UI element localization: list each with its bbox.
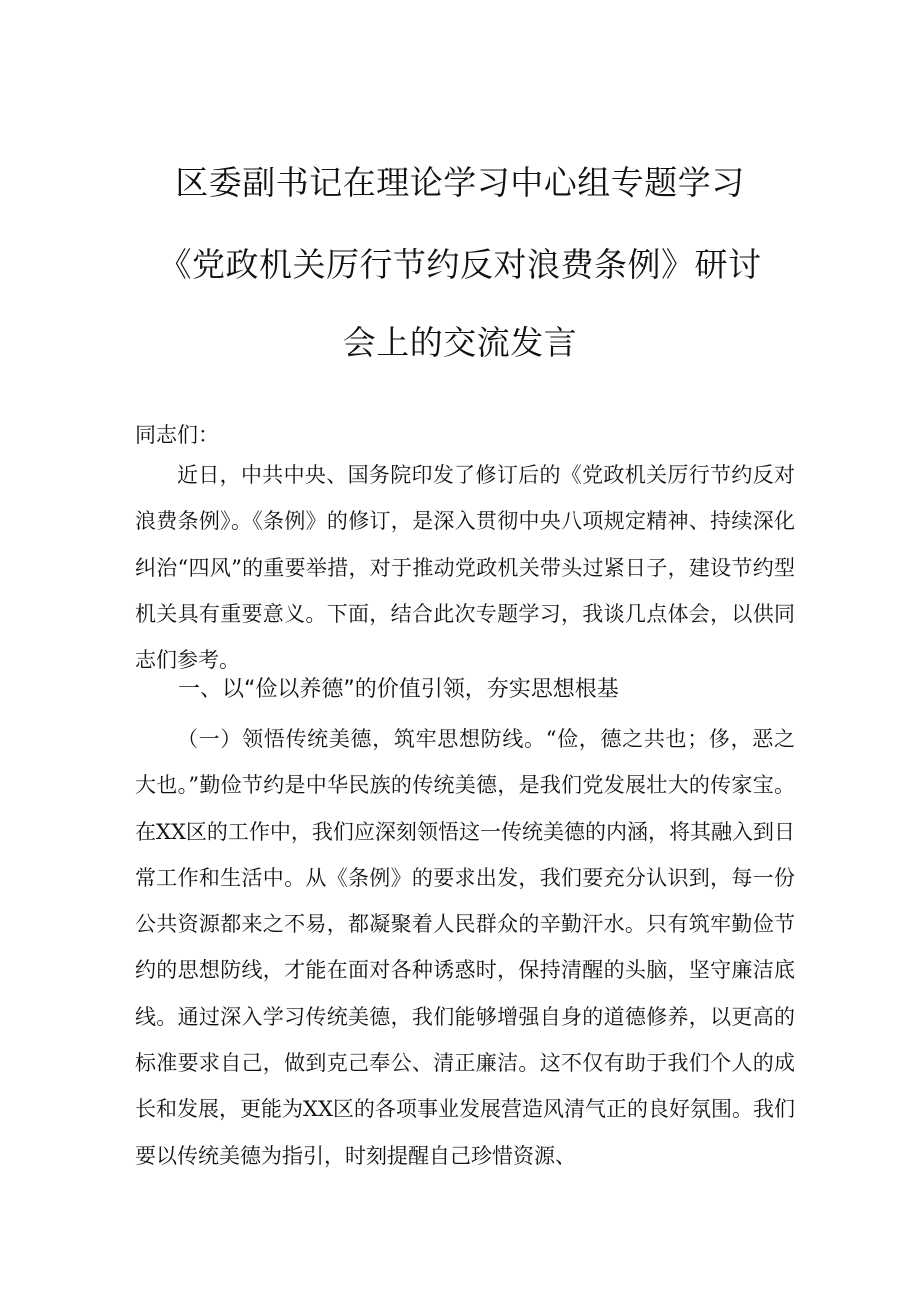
subsection-paragraph: （一）领悟传统美德，筑牢思想防线。“俭，德之共也；侈，恶之大也。”勤俭节约是中华民族的传统美德，是我们党发展壮大的传家宝。在XX区的工作中，我们应深刻领悟这一传统美德的内涵，将其融入到日常工作和生活中。从《条例》的要求出发，我们要充分认识到，每一份公共资源都来之不易，都凝聚着人民群众的辛勤汗水。只有筑牢勤俭节约的思想防线，才能在面对各种诱惑时，保持清醒的头脑，坚守廉洁底线。通过深入学习传统美德，我们能够增强自身的道德修养，以更高的标准要求自己，做到克己奉公、清正廉洁。这不仅有助于我们个人的成长和发展，更能为XX区的各项事业发展营造风清气正的良好氛围。我们要以传统美德为指引，时刻提醒自己珍惜资源、 — [135, 727, 795, 1168]
intro-paragraph: 近日，中共中央、国务院印发了修订后的《党政机关厉行节约反对浪费条例》。《条例》的修订，是深入贯彻中央八项规定精神、持续深化纠治“四风”的重要举措，对于推动党政机关带头过紧日子，建设节约型机关具有重要意义。下面，结合此次专题学习，我谈几点体会，以供同志们参考。 — [135, 463, 795, 673]
salutation: 同志们： — [135, 423, 219, 447]
title-line-2: 《党政机关厉行节约反对浪费条例》研讨 — [158, 245, 762, 284]
title-line-1: 区委副书记在理论学习中心组专题学习 — [175, 163, 745, 202]
title-line-3: 会上的交流发言 — [342, 323, 578, 362]
section-heading: 一、以“俭以养德”的价值引领，夯实思想根基 — [178, 677, 619, 702]
